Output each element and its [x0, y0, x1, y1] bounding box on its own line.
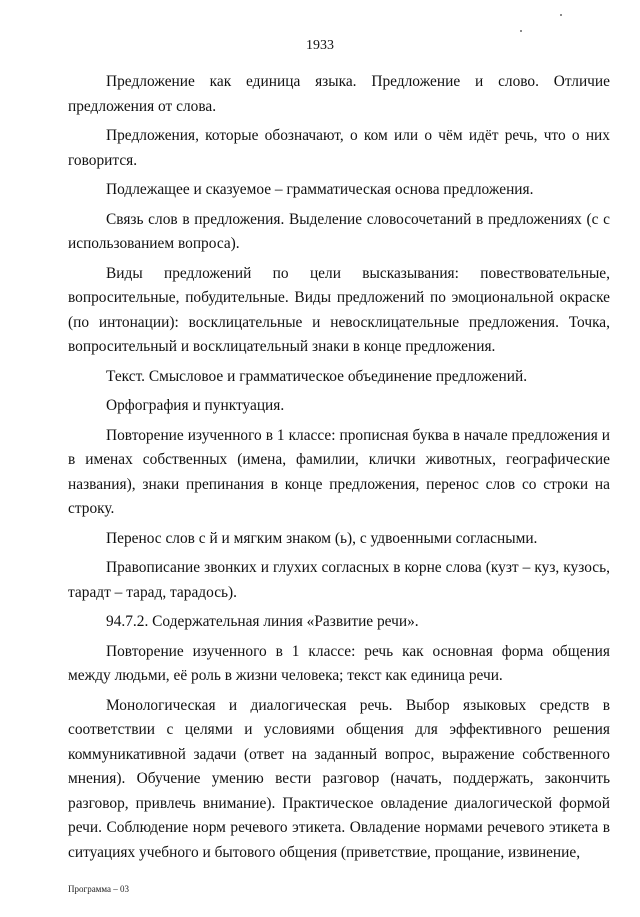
paragraph: Повторение изученного в 1 классе: речь как основная форма общения между людьми, её роль в жизни человека; текст как единица речи.: [68, 642, 610, 684]
page-footer: Программа – 03: [68, 884, 130, 894]
paragraph: Монологическая и диалогическая речь. Выбор языковых средств в соответствии с целями и условиями общения для эффективного решения коммуникативной задачи (ответ на заданный вопрос, выражение собственного мнения). Обучение умению вести разговор (начать, поддержать, закончить разговор, привлечь внимание). Практическое овладение диалогической формой речи. Соблюдение норм речевого этикета. Овладение нормами речевого этикета в ситуациях учебного и бытового общения (приветствие, прощание, извинение,: [68, 696, 610, 861]
paragraph: Текст. Смысловое и грамматическое объединение предложений.: [106, 367, 528, 385]
paragraph: Виды предложений по цели высказывания: повествовательные, вопросительные, побудительные. Виды предложений по эмоциональной окраске (по интонации): восклицательные и невосклицательные предложения. Точка, вопросительный и восклицательный знаки в конце предложения.: [68, 264, 610, 355]
paragraph: Повторение изученного в 1 классе: прописная буква в начале предложения и в именах собственных (имена, фамилии, клички животных, географические названия), знаки препинания в конце предложения, перенос слов со строки на строку.: [68, 426, 610, 517]
paragraph: Орфография и пунктуация.: [106, 397, 285, 414]
paragraph: Перенос слов с й и мягким знаком (ь), с удвоенными согласными.: [106, 529, 538, 547]
paragraph: Предложения, которые обозначают, о ком или о чём идёт речь, что о них говорится.: [68, 127, 610, 169]
paragraph: Правописание звонких и глухих согласных в корне слова (кузт – куз, кузось, тарадт – тарад, тарадось).: [68, 559, 610, 601]
paragraph: Связь слов в предложения. Выделение словосочетаний в предложениях (с с использованием вопроса).: [68, 210, 610, 252]
document-body: [68, 70, 610, 870]
paragraph: Предложение как единица языка. Предложение и слово. Отличие предложения от слова.: [68, 73, 610, 115]
paragraph: Подлежащее и сказуемое – грамматическая основа предложения.: [106, 181, 534, 198]
page-number: 1933: [306, 38, 334, 53]
scan-speck: [520, 30, 522, 32]
scan-speck: [560, 14, 562, 16]
section-heading: 94.7.2. Содержательная линия «Развитие речи».: [106, 613, 419, 630]
